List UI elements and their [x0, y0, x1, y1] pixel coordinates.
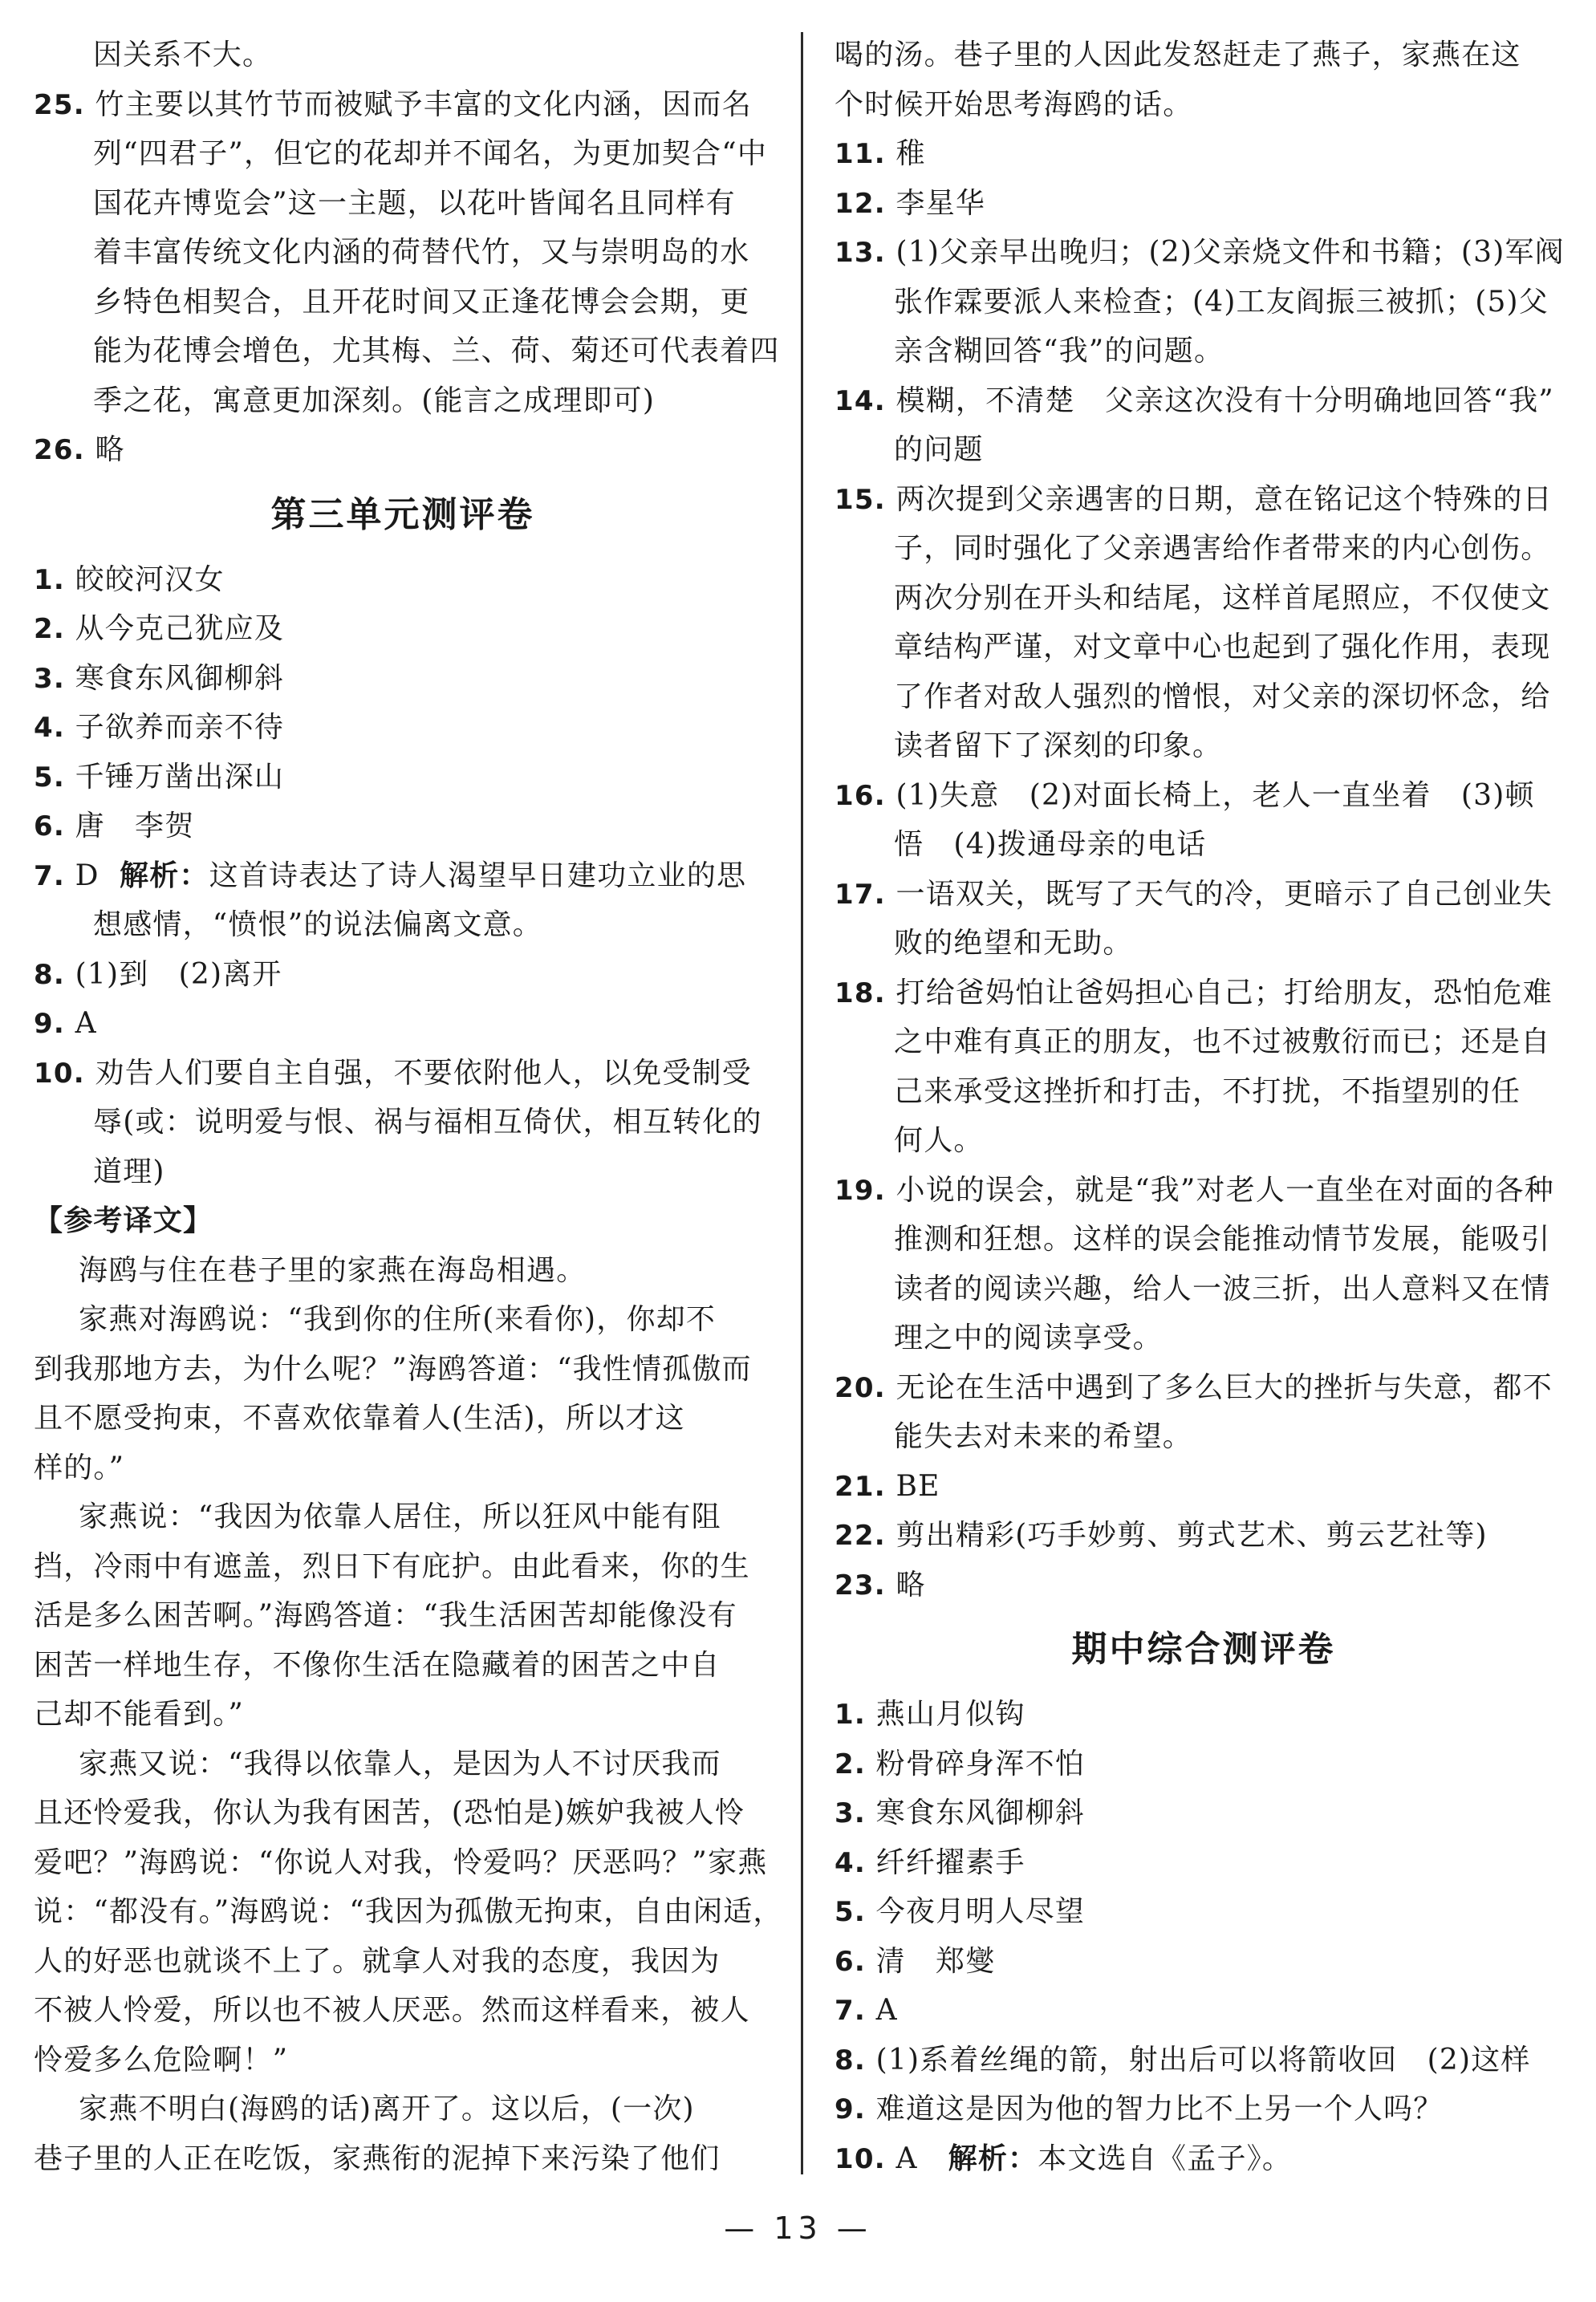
answer-25: 25. 竹主要以其竹节而被赋予丰富的文化内涵，因而名 列“四君子”，但它的花却并不闻名，为更加契合“中 国花卉博览会”这一主题，以花叶皆闻名且同样有 着丰富传统文化内涵的荷替代竹，又与崇明岛的水 乡特色相契合，且开花时间又正逢花博会会期，更 能为花博会增色，尤其梅、兰、荷、菊还可代表着四 季之花，寓意更加深刻。(能言之成理即可) [34, 87, 780, 417]
unit3-answers-continued: 11. 稚 12. 李星华 13. (1)父亲早出晚归；(2)父亲烧文件和书籍；(3)军阀 张作霖要派人来检查；(4)工友阎振三被抓；(5)父 亲含糊回答“我”的问题。 14. 模糊，不清楚 父亲这次没有十分明确地回答“我” 的问题 15. 两次提到父亲遇害的日期，意在铭记这个特殊的日 子，同时强化了父亲遇害给作者带来的内心创伤。 两次分别在开头和结尾，这样首尾照应，不仅使文 章结构严谨，对文章中心也起到了强化作用，表现 了作者对敌人强烈的憎恨，对父亲的深切怀念，给 读者留下了深刻的印象。 16. (1)失意 (2)对面长椅上，老人一直坐着 (3)顿 悟 (4)拨通母亲的电话 17. 一语双关，既写了天气的冷，更暗示了自己创业失 败的绝望和无助。 18. 打给爸妈怕让爸妈担心自己；打给朋友，恐怕危难 之中难有真正的朋友，也不过被敷衍而已；还是自 己来承受这挫折和打击，不打扰，不指望别的任 何人。 19. 小说的误会，就是“我”对老人一直坐在对面的各种 推测和狂想。这样的误会能推动情节发展，能吸引 读者的阅读兴趣，给人一波三折，出人意料又在情 理之中的阅读享受。 20. 无论在生活中遇到了多么巨大的挫折与失意，都不 能失去对未来的希望。 21. BE 22. 剪出精彩(巧手妙剪、剪式艺术、剪云艺社等) 23. 略 [835, 137, 1565, 1602]
item-number: 25. [34, 88, 85, 121]
answer-7: 7. D 解析：这首诗表达了诗人渴望早日建功立业的思 [34, 859, 747, 892]
midterm-answer-10: 10. A 解析：本文选自《孟子》。 [835, 2142, 1293, 2175]
translation-continued: 喝的汤。巷子里的人因此发怒赶走了燕子，家燕在这 [835, 39, 1521, 71]
answer-10: 10. 劝告人们要自主自强，不要依附他人，以免受制受 [34, 1056, 752, 1090]
answer-26: 26. 略 [34, 433, 125, 466]
page-number: — 13 — [724, 2211, 872, 2246]
midterm-answers: 1. 燕山月似钩 2. 粉骨碎身浑不怕 3. 寒食东风御柳斜 4. 纤纤擢素手 5. 今夜月明人尽望 6. 清 郑燮 7. A 8. (1)系着丝绳的箭，射出后可以将箭收回 (2)这样 9. 难道这是因为他的智力比不上另一个人吗？ 10. A 解析：本文选自《孟子》。 [835, 1690, 1573, 2183]
reference-translation-title: 【参考译文】 [34, 1204, 213, 1237]
unit3-answers: 1. 皎皎河汉女 2. 从今克己犹应及 3. 寒食东风御柳斜 4. 子欲养而亲不待 5. 千锤万凿出深山 6. 唐 李贺 7. D 解析：这首诗表达了诗人渴望早日建功立业的思 想感情，“愤恨”的说法偏离文意。 8. (1)到 (2)离开 9. A 10. 劝告人们要自主自强，不要依附他人，以免受制受 辱(或：说明爱与恨、祸与福相互倚伏，相互转化的 道理) [34, 555, 772, 1197]
section-title-unit3: 第三单元测评卷 [270, 493, 535, 535]
answer-24-tail: 因关系不大。 [93, 39, 273, 71]
right-column: 喝的汤。巷子里的人因此发怒赶走了燕子，家燕在这 个时候开始思考海鸥的话。 11. 稚 12. 李星华 13. (1)父亲早出晚归；(2)父亲烧文件和书籍；(3)军阀 张作霖要派人来检查；(4)工友阎振三被抓；(5)父 亲含糊回答“我”的问题。 14. 模糊，不清楚 父亲这次没有十分明确地回答“我” 的问题 15. 两次提到父亲遇害的日期，意在铭记这个特殊的日 子，同时强化了父亲遇害给作者带来的内心创伤。 两次分别在开头和结尾，这样首尾照应，不仅使文 章结构严谨，对文章中心也起到了强化作用，表现 了作者对敌人强烈的憎恨，对父亲的深切怀念，给 读者留下了深刻的印象。 16. (1)失意 (2)对面长椅上，老人一直坐着 (3)顿 悟 (4)拨通母亲的电话 17. 一语双关，既写了天气的冷，更暗示了自己创业失 败的绝望和无助。 18. 打给爸妈怕让爸妈担心自己；打给朋友，恐怕危难 之中难有真正的朋友，也不过被敷衍而已；还是自 己来承受这挫折和打击，不打扰，不指望别的任 何人。 19. 小说的误会，就是“我”对老人一直坐在对面的各种 推测和狂想。这样的误会能推动情节发展，能吸引 读者的阅读兴趣，给人一波三折，出人意料又在情 理之中的阅读享受。 20. 无论在生活中遇到了多么巨大的挫折与失意，都不 能失去对未来的希望。 21. BE 22. 剪出精彩(巧手妙剪、剪式艺术、剪云艺社等) 23. 略 期中综合测评卷 1. 燕山月似钩 2. 粉骨碎身浑不怕 3. 寒食东风御柳斜 4. 纤纤擢素手 5. 今夜月明人尽望 6. 清 郑燮 7. A 8. (1)系着丝绳的箭，射出后可以将箭收回 (2)这样 9. 难道这是因为他的智力比不上另一个人吗？ 10. A 解析：本文选自《孟子》。 [835, 30, 1573, 2183]
reference-translation: 海鸥与住在巷子里的家燕在海岛相遇。 家燕对海鸥说：“我到你的住所(来看你)，你却不 到我那地方去，为什么呢？”海鸥答道：“我性情孤傲而 且不愿受拘束，不喜欢依靠着人(生活)，所以才这 样的。” 家燕说：“我因为依靠人居住，所以狂风中能有阻 挡，冷雨中有遮盖，烈日下有庇护。由此看来，你的生 活是多么困苦啊。”海鸥答道：“我生活困苦却能像没有 困苦一样地生存，不像你生活在隐藏着的困苦之中自 己却不能看到。” 家燕又说：“我得以依靠人，是因为人不讨厌我而 且还怜爱我，你认为我有困苦，(恐怕是)嫉妒我被人怜 爱吧？”海鸥说：“你说人对我，怜爱吗？厌恶吗？”家燕 说：“都没有。”海鸥说：“我因为孤傲无拘束，自由闲适， 人的好恶也就谈不上了。就拿人对我的态度，我因为 不被人怜爱，所以也不被人厌恶。然而这样看来，被人 怜爱多么危险啊！” 家燕不明白(海鸥的话)离开了。这以后，(一次) 巷子里的人正在吃饭，家燕衔的泥掉下来污染了他们 [34, 1253, 783, 2175]
section-title-midterm: 期中综合测评卷 [1071, 1629, 1336, 1670]
column-divider [801, 32, 803, 2174]
left-column [34, 30, 783, 2183]
